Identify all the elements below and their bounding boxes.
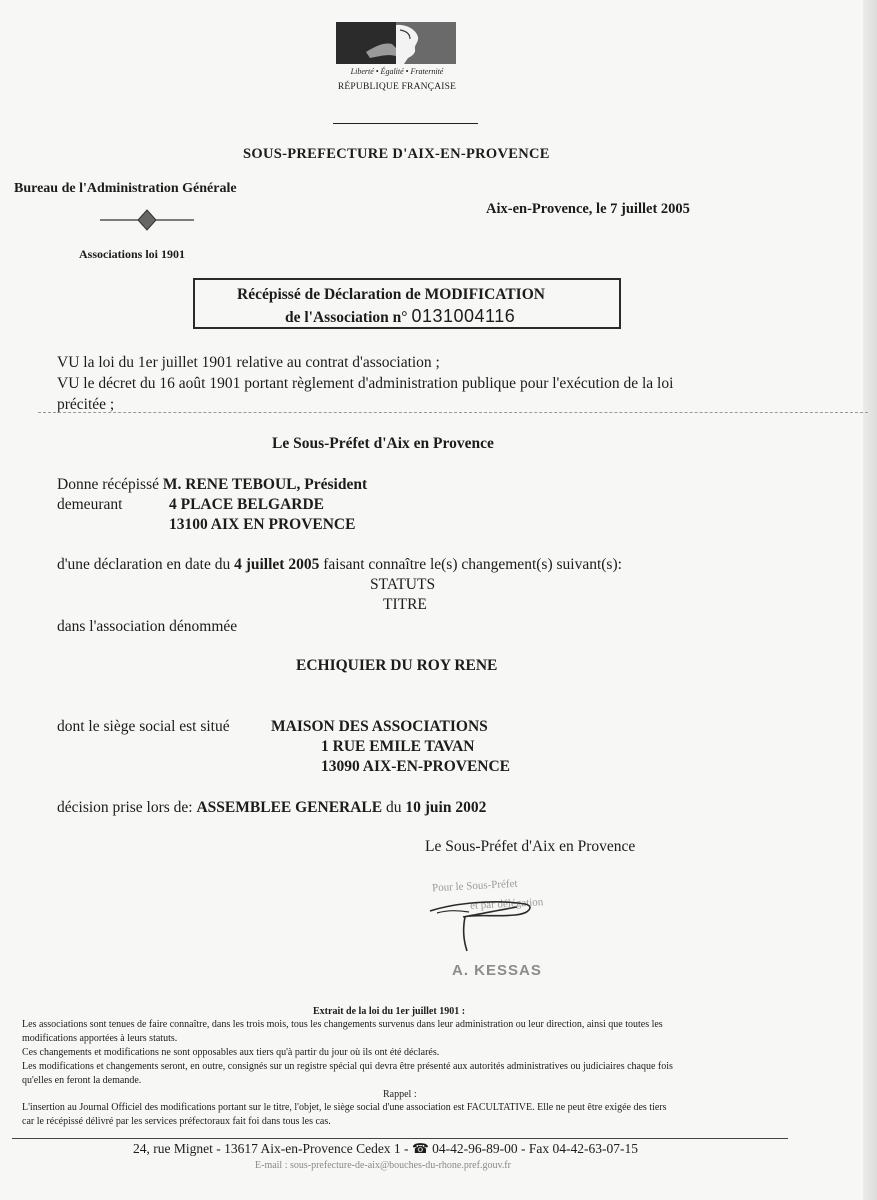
telephone-icon: ☎ [411, 1141, 429, 1156]
decision-body: ASSEMBLEE GENERALE [196, 799, 383, 816]
city-date: Aix-en-Provence, le 7 juillet 2005 [486, 201, 690, 217]
declaration-prefix: d'une déclaration en date du [57, 556, 231, 573]
decision-line [57, 799, 486, 817]
decision-date-label: du [385, 799, 402, 816]
footer-contact [133, 1141, 638, 1157]
extract-title: Extrait de la loi du 1er juillet 1901 : [313, 1006, 466, 1017]
bureau-name: Bureau de l'Administration Générale [14, 181, 237, 196]
association-number: 0131004116 [411, 306, 516, 326]
association-name: ECHIQUIER DU ROY RENE [296, 657, 498, 674]
address-label: demeurant [57, 496, 123, 513]
reminder-title: Rappel : [383, 1089, 417, 1100]
recepisse-association-line [285, 306, 515, 327]
declarant-prefix: Donne récépissé [57, 476, 159, 493]
marianne-emblem-icon [336, 22, 456, 64]
declarant-line [57, 476, 367, 494]
extract-p1b: modifications apportées à leurs statuts. [22, 1033, 178, 1044]
recepisse-association-label: de l'Association n° [285, 309, 408, 326]
section-label: Associations loi 1901 [79, 247, 186, 261]
decision-label: décision prise lors de: [57, 799, 193, 816]
extract-p2: Ces changements et modifications ne sont opposables aux tiers qu'à partir du jour où ils ont été déclarés. [22, 1047, 440, 1058]
stamp-line-2: et par délégation [469, 896, 544, 912]
extract-p3b: qu'elles en feront la demande. [22, 1075, 142, 1086]
signatory-title: Le Sous-Préfet d'Aix en Provence [425, 838, 636, 855]
decision-date: 10 juin 2002 [405, 799, 487, 816]
republic-name: RÉPUBLIQUE FRANÇAISE [337, 82, 457, 92]
handwritten-signature [425, 877, 575, 952]
siege-line-1: MAISON DES ASSOCIATIONS [271, 718, 488, 735]
siege-label: dont le siège social est situé [57, 718, 230, 735]
change-item: TITRE [383, 596, 427, 613]
header-divider [333, 123, 478, 124]
prefecture-title: SOUS-PREFECTURE D'AIX-EN-PROVENCE [243, 146, 550, 162]
siege-line-2: 1 RUE EMILE TAVAN [321, 738, 475, 755]
reminder-line-2: car le récépissé délivré par les services préfectoraux fait foi dans tous les cas. [22, 1116, 331, 1127]
footer-email: E-mail : sous-prefecture-de-aix@bouches-du-rhone.pref.gouv.fr [255, 1160, 511, 1171]
stamp-name: A. KESSAS [452, 962, 542, 979]
dashed-separator [38, 412, 868, 413]
change-item: STATUTS [370, 576, 436, 593]
visa-line-2: VU le décret du 16 août 1901 portant règlement d'administration publique pour l'exécution de la loi [57, 375, 674, 392]
diamond-ornament-icon [100, 208, 194, 232]
scan-edge-shadow [863, 0, 877, 1200]
stamp-line-1: Pour le Sous-Préfet [431, 877, 518, 895]
siege-line-3: 13090 AIX-EN-PROVENCE [321, 758, 511, 775]
declarant-name: M. RENE TEBOUL, Président [162, 476, 368, 493]
authority-heading: Le Sous-Préfet d'Aix en Provence [272, 435, 494, 452]
footer-divider [12, 1138, 788, 1139]
declaration-line [57, 556, 622, 574]
footer-address: 24, rue Mignet - 13617 Aix-en-Provence Cedex 1 - [133, 1141, 409, 1156]
declarant-address-2: 13100 AIX EN PROVENCE [169, 516, 356, 533]
reminder-line-1: L'insertion au Journal Officiel des modifications portant sur le titre, l'objet, le siège social d'une association est FACULTATIVE. Elle ne peut être exigée des tiers [22, 1102, 667, 1113]
visa-line-3: précitée ; [57, 396, 115, 413]
declaration-suffix: faisant connaître le(s) changement(s) suivant(s): [323, 556, 622, 573]
declarant-address-1: 4 PLACE BELGARDE [169, 496, 325, 513]
declaration-date: 4 juillet 2005 [234, 556, 320, 573]
association-label: dans l'association dénommée [57, 618, 238, 635]
extract-p3a: Les modifications et changements seront, en outre, consignés sur un registre spécial qui devra être présenté aux autorités administratives ou judiciaires chaque fois [22, 1061, 673, 1072]
footer-phone: 04-42-96-89-00 - Fax 04-42-63-07-15 [432, 1141, 638, 1156]
republic-motto: Liberté • Égalité • Fraternité [350, 67, 444, 76]
extract-p1a: Les associations sont tenues de faire connaître, dans les trois mois, tous les changements survenus dans leur administration ou leur direction, ainsi que toutes les [22, 1019, 663, 1030]
marianne-logo [336, 22, 458, 64]
recepisse-title: Récépissé de Déclaration de MODIFICATION [237, 286, 545, 303]
visa-line-1: VU la loi du 1er juillet 1901 relative au contrat d'association ; [57, 354, 440, 371]
